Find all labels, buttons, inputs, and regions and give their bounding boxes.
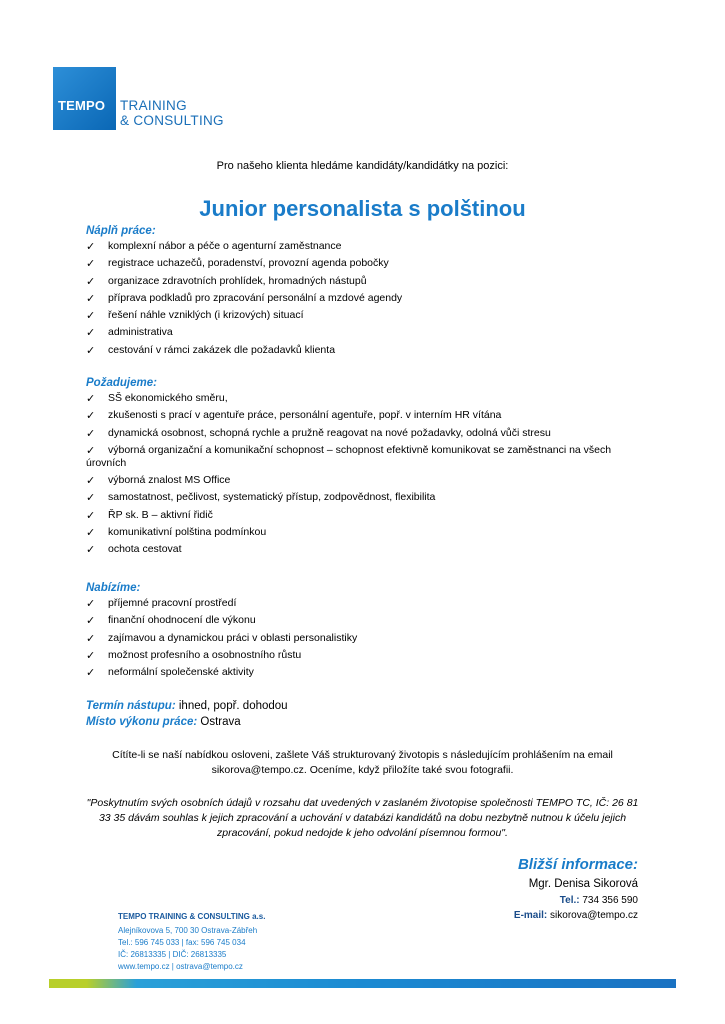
check-icon: ✓ xyxy=(86,526,96,540)
section-heading: Požadujeme: xyxy=(86,377,157,389)
start-value: ihned, popř. dohodou xyxy=(178,700,288,712)
list-item: ✓ příjemné pracovní prostředí xyxy=(86,597,237,610)
list-item: ✓ zkušenosti s prací v agentuře práce, personální agentuře, popř. v interním HR vítána xyxy=(86,409,502,423)
footer-address: Alejníkovova 5, 700 30 Ostrava-Zábřeh xyxy=(118,926,258,935)
nabizime-list xyxy=(86,597,646,679)
check-icon: ✓ xyxy=(86,309,96,323)
list-item: ✓ komplexní nábor a péče o agenturní zaměstnance xyxy=(86,240,342,253)
list-item: ✓ administrativa xyxy=(86,326,173,340)
footer-color-bar xyxy=(49,979,676,988)
start-label: Termín nástupu: xyxy=(86,700,176,712)
contact-name: Mgr. Denisa Sikorová xyxy=(528,878,638,890)
logo-line2: & CONSULTING xyxy=(120,113,224,128)
footer-company: TEMPO TRAINING & CONSULTING a.s. xyxy=(118,912,266,921)
check-icon: ✓ xyxy=(86,274,96,288)
list-item: ✓ dynamická osobnost, schopná rychle a pružně reagovat na nové požadavky, odolná vůči stresu xyxy=(86,426,551,440)
check-icon: ✓ xyxy=(86,392,96,405)
footer-phones: Tel.: 596 745 033 | fax: 596 745 034 xyxy=(118,938,246,947)
work-place xyxy=(86,714,288,730)
napln-list xyxy=(86,240,646,357)
check-icon: ✓ xyxy=(86,426,96,440)
check-icon: ✓ xyxy=(86,648,96,662)
email-link[interactable]: sikorova@tempo.cz xyxy=(550,910,638,921)
contact-phone xyxy=(514,893,638,908)
check-icon: ✓ xyxy=(86,631,96,645)
list-item: ✓ výborná znalost MS Office xyxy=(86,474,231,488)
list-item: ✓ samostatnost, pečlivost, systematický přístup, zodpovědnost, flexibilita xyxy=(86,491,436,505)
pozadujeme-list xyxy=(86,392,646,556)
logo-text xyxy=(120,67,224,130)
email-label: E-mail: xyxy=(513,910,548,921)
list-item: ✓ ŘP sk. B – aktivní řidič xyxy=(86,508,213,522)
check-icon: ✓ xyxy=(86,474,96,488)
check-icon: ✓ xyxy=(86,240,96,253)
check-icon: ✓ xyxy=(86,409,96,423)
list-item: ✓ výborná organizační a komunikační schopnost – schopnost efektivně komunikovat se zaměstnanci na všech úrovních xyxy=(86,443,612,469)
section-pozadujeme xyxy=(86,377,646,561)
check-icon: ✓ xyxy=(86,491,96,505)
footer xyxy=(118,911,265,973)
section-napln xyxy=(86,225,646,361)
check-icon: ✓ xyxy=(86,597,96,610)
list-item: ✓ finanční ohodnocení dle výkonu xyxy=(86,614,256,628)
list-item: ✓ organizace zdravotních prohlídek, hromadných nástupů xyxy=(86,274,367,288)
footer-ids: IČ: 26813335 | DIČ: 26813335 xyxy=(118,950,227,959)
list-item: ✓ příprava podkladů pro zpracování personální a mzdové agendy xyxy=(86,291,403,305)
section-heading: Nabízíme: xyxy=(86,582,141,594)
job-title: Junior personalista s polštinou xyxy=(199,196,526,221)
list-item: ✓ neformální společenské aktivity xyxy=(86,666,254,680)
check-icon: ✓ xyxy=(86,614,96,628)
check-icon: ✓ xyxy=(86,257,96,271)
company-logo xyxy=(53,67,224,130)
intro-text: Pro našeho klienta hledáme kandidáty/kandidátky na pozici: xyxy=(216,160,509,172)
list-item: ✓ registrace uchazečů, poradenství, provozní agenda pobočky xyxy=(86,257,389,271)
footer-web[interactable]: www.tempo.cz | ostrava@tempo.cz xyxy=(118,962,243,971)
place-label: Místo výkonu práce: xyxy=(86,716,198,728)
contact-heading: Bližší informace: xyxy=(517,856,638,873)
call-to-action: Cítíte-li se naší nabídkou osloveni, zašlete Váš strukturovaný životopis s následujícím prohlášením na email sikorova@tempo.cz. Oceníme, když přiložíte také svou fotografii. xyxy=(112,749,613,776)
check-icon: ✓ xyxy=(86,326,96,340)
list-item: ✓ řešení náhle vzniklých (i krizových) situací xyxy=(86,309,304,323)
check-icon: ✓ xyxy=(86,291,96,305)
list-item: ✓ zajímavou a dynamickou práci v oblasti personalistiky xyxy=(86,631,358,645)
list-item: ✓ cestování v rámci zakázek dle požadavků klienta xyxy=(86,343,336,357)
section-nabizime xyxy=(86,582,646,683)
start-date xyxy=(86,698,288,714)
contact-block xyxy=(514,854,638,923)
check-icon: ✓ xyxy=(86,666,96,680)
check-icon: ✓ xyxy=(86,343,96,357)
consent-statement: "Poskytnutím svých osobních údajů v rozsahu dat uvedených v zaslaném životopise společnosti TEMPO TC, IČ: 26 81 33 35 dávám souhlas k jejich zpracování a uchování v databázi kandidátů na dobu nezbytně nutnou k účelu jejich zpracování, pokud nedojde k jeho odvolání písemnou formou". xyxy=(86,797,639,839)
logo-brand: TEMPO xyxy=(58,98,106,113)
check-icon: ✓ xyxy=(86,543,96,557)
check-icon: ✓ xyxy=(86,508,96,522)
contact-email xyxy=(514,908,638,923)
list-item: ✓ ochota cestovat xyxy=(86,543,182,557)
list-item: ✓ komunikativní polština podmínkou xyxy=(86,526,267,540)
list-item: ✓ možnost profesního a osobnostního růstu xyxy=(86,648,302,662)
logo-box xyxy=(53,67,116,130)
section-heading: Náplň práce: xyxy=(86,225,156,237)
place-value: Ostrava xyxy=(200,716,241,728)
terms-block xyxy=(86,698,288,730)
tel-value: 734 356 590 xyxy=(582,895,638,906)
check-icon: ✓ xyxy=(86,443,96,457)
logo-line1: TRAINING xyxy=(120,98,187,113)
list-item: ✓ SŠ ekonomického směru, xyxy=(86,392,228,405)
tel-label: Tel.: xyxy=(559,895,580,906)
